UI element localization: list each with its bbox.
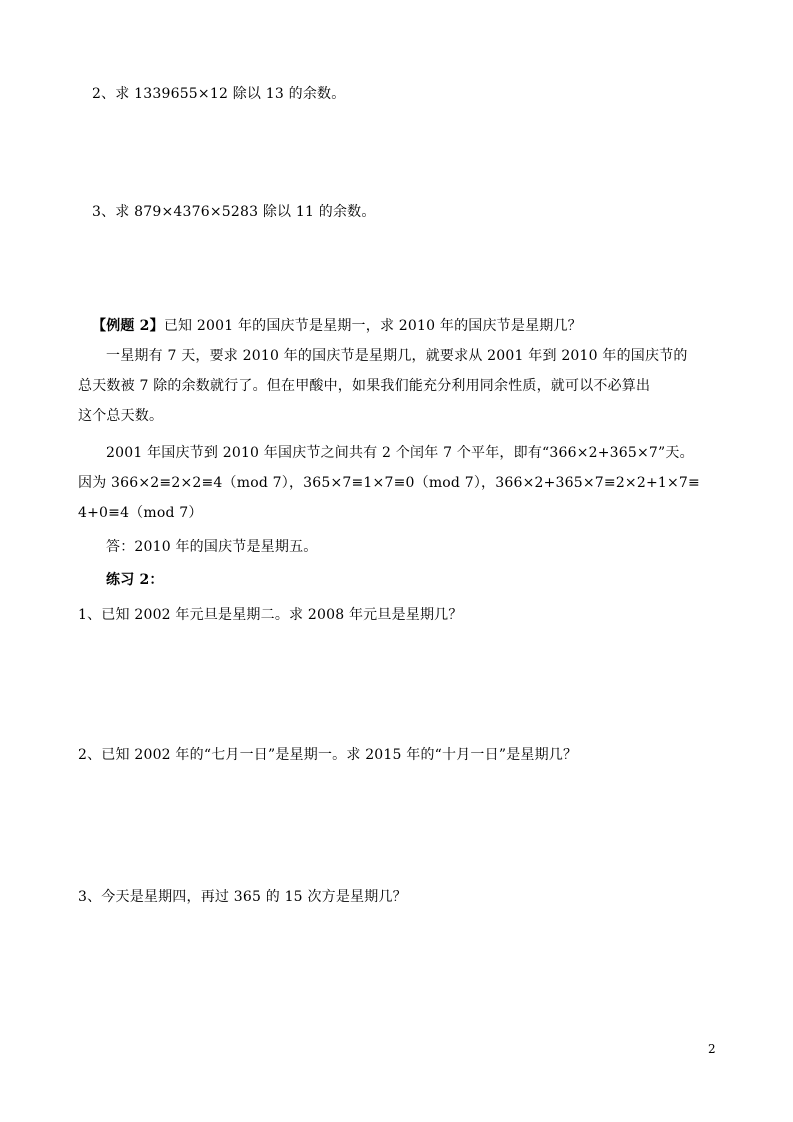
example-2-para2-line1: 2001 年国庆节到 2010 年国庆节之间共有 2 个闰年 7 个平年，即有“366×2+365×7”天。 <box>106 445 694 461</box>
practice-2-question-1: 1、已知 2002 年元旦是星期二。求 2008 年元旦是星期几？ <box>78 607 463 623</box>
page-number: 2 <box>708 1042 716 1056</box>
example-2-para2-line3: 4+0≡4（mod 7） <box>78 505 203 521</box>
review-question-2: 2、求 1339655×12 除以 13 的余数。 <box>92 86 346 102</box>
example-2-question: 已知 2001 年的国庆节是星期一，求 2010 年的国庆节是星期几？ <box>163 318 582 334</box>
practice-2-question-3: 3、今天是星期四，再过 365 的 15 次方是星期几？ <box>78 889 407 905</box>
example-2-para1-line3: 这个总天数。 <box>78 408 164 424</box>
example-2-para1-line1: 一星期有 7 天，要求 2010 年的国庆节是星期几，就要求从 2001 年到 2010 年的国庆节的 <box>106 348 688 364</box>
example-2-label: 【例题 2】 <box>92 318 164 334</box>
practice-2-heading: 练习 2： <box>106 572 164 588</box>
example-2-answer: 答：2010 年的国庆节是星期五。 <box>106 539 318 555</box>
review-question-3: 3、求 879×4376×5283 除以 11 的余数。 <box>92 204 376 220</box>
example-2-para1-line2: 总天数被 7 除的余数就行了。但在甲酸中，如果我们能充分利用同余性质，就可以不必算出 <box>78 378 651 394</box>
example-2-title <box>92 316 582 336</box>
example-2-para2-line2: 因为 366×2≡2×2≡4（mod 7），365×7≡1×7≡0（mod 7），366×2+365×7≡2×2+1×7≡ <box>78 475 700 491</box>
practice-2-question-2: 2、已知 2002 年的“七月一日”是星期一。求 2015 年的“十月一日”是星期几？ <box>78 747 578 763</box>
